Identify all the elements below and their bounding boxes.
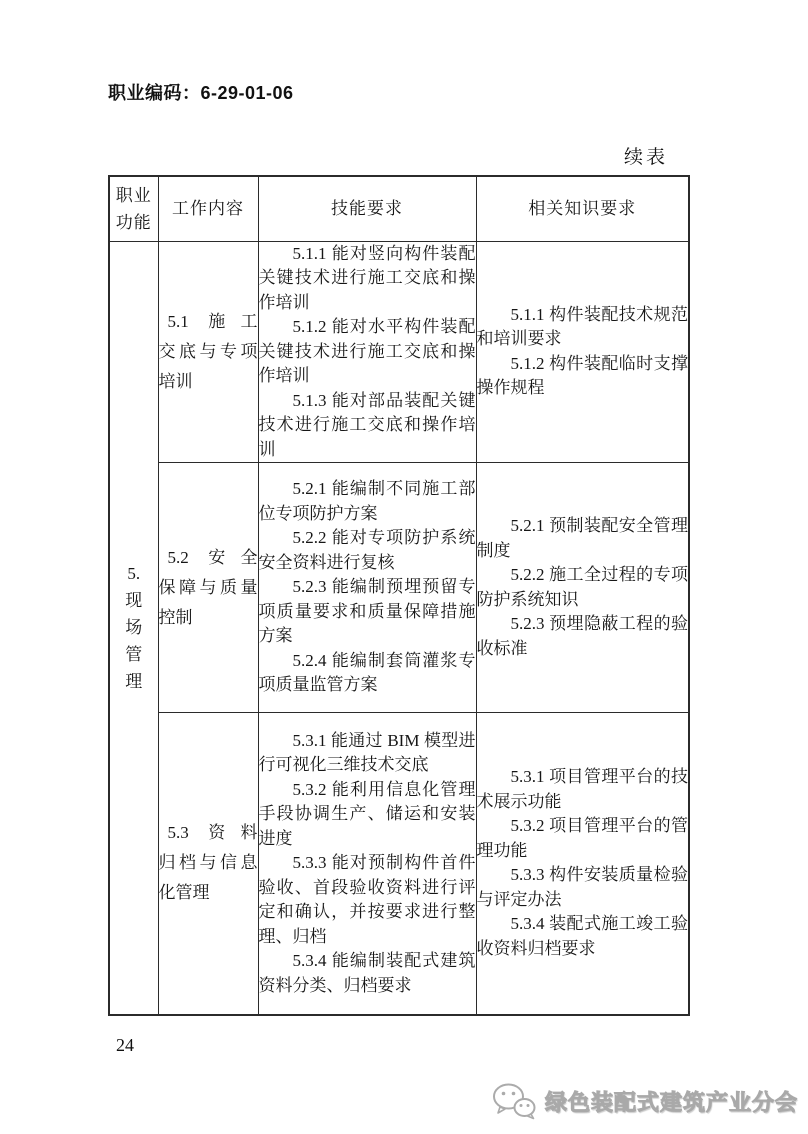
requirements-table xyxy=(108,175,690,1016)
occupation-code: 职业编码：6-29-01-06 xyxy=(108,83,294,103)
knowledge-cell: 5.1.1 构件装配技术规范和培训要求 5.1.2 构件装配临时支撑操作规程 xyxy=(476,241,689,463)
wechat-icon xyxy=(491,1082,537,1120)
table-row xyxy=(109,713,689,1015)
work-content-cell xyxy=(158,713,258,1015)
table-row xyxy=(109,241,689,463)
function-cell xyxy=(109,241,158,1015)
work-content-cell xyxy=(158,463,258,713)
skills-cell: 5.1.1 能对竖向构件装配关键技术进行施工交底和操作培训 5.1.2 能对水平构件装配关键技术进行施工交底和操作培训 5.1.3 能对部品装配关键技术进行施工交底和操作培训 xyxy=(258,241,476,463)
footer-brand-text: 绿色装配式建筑产业分会 xyxy=(544,1089,798,1115)
work-content-text: 5.1 施工 交底与专项 培训 xyxy=(158,311,258,391)
knowledge-cell: 5.2.1 预制装配安全管理制度 5.2.2 施工全过程的专项防护系统知识 5.2.3 预埋隐蔽工程的验收标准 xyxy=(476,463,689,713)
function-line: 场 xyxy=(125,618,143,637)
table-row xyxy=(109,463,689,713)
work-content-text: 5.2 安全 保障与质量 控制 xyxy=(158,547,258,627)
function-vertical-text xyxy=(110,560,158,695)
function-line: 管 xyxy=(125,645,143,664)
col-header-skills: 技能要求 xyxy=(258,176,476,241)
function-line: 理 xyxy=(125,672,143,691)
col-header-knowledge: 相关知识要求 xyxy=(476,176,689,241)
function-line: 5. xyxy=(127,564,141,583)
work-content-cell xyxy=(158,241,258,463)
col-header-function: 职业功能 xyxy=(109,176,158,241)
skills-cell: 5.2.1 能编制不同施工部位专项防护方案 5.2.2 能对专项防护系统安全资料进行复核 5.2.3 能编制预埋预留专项质量要求和质量保障措施方案 5.2.4 能编制套筒灌浆专项质量监管方案 xyxy=(258,463,476,713)
continued-table-label: 续表 xyxy=(623,147,668,168)
footer-watermark xyxy=(491,1082,798,1120)
knowledge-cell: 5.3.1 项目管理平台的技术展示功能 5.3.2 项目管理平台的管理功能 5.3.3 构件安装质量检验与评定办法 5.3.4 装配式施工竣工验收资料归档要求 xyxy=(476,713,689,1015)
function-line: 现 xyxy=(125,591,143,610)
skills-cell: 5.3.1 能通过 BIM 模型进行可视化三维技术交底 5.3.2 能利用信息化管理手段协调生产、储运和安装进度 5.3.3 能对预制构件首件验收、首段验收资料进行评定和确认，并按要求进行整理、归档 5.3.4 能编制装配式建筑资料分类、归档要求 xyxy=(258,713,476,1015)
work-content-text: 5.3 资料 归档与信息 化管理 xyxy=(158,823,258,903)
page-number: 24 xyxy=(116,1035,134,1055)
col-header-work-content: 工作内容 xyxy=(158,176,258,241)
table-header-row xyxy=(109,176,689,241)
